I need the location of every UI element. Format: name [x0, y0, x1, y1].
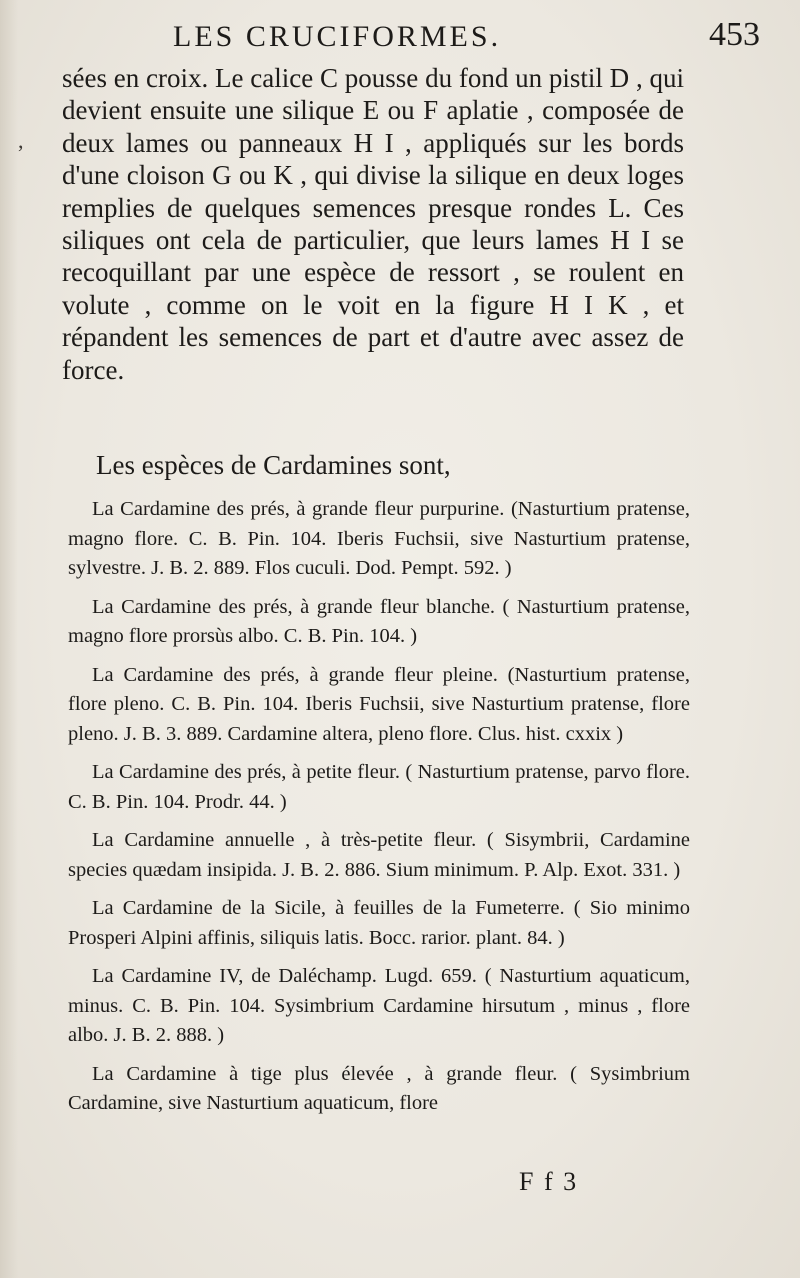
species-entry: La Cardamine des prés, à petite fleur. ( Nasturtium pratense, parvo flore. C. B. Pin. 104. Prodr. 44. ) — [68, 761, 690, 813]
species-entry: La Cardamine des prés, à grande fleur pleine. (Nasturtium pratense, flore pleno. C. B. Pin. 104. Iberis Fuchsii, sive Nasturtium pratense, flore pleno. J. B. 3. 889. Cardamine altera, pleno flore. Clus. hist. cxxix ) — [68, 663, 690, 745]
species-entry: La Cardamine des prés, à grande fleur blanche. ( Nasturtium pratense, magno flore prorsùs albo. C. B. Pin. 104. ) — [68, 595, 690, 647]
species-list — [68, 495, 690, 1128]
intro-paragraph-block — [62, 62, 684, 386]
section-heading: Les espèces de Cardamines sont, — [96, 450, 451, 480]
margin-mark: , — [18, 128, 24, 153]
species-entry: La Cardamine à tige plus élevée , à grande fleur. ( Sysimbrium Cardamine, sive Nasturtium aquaticum, flore — [68, 1062, 690, 1114]
intro-paragraph: sées en croix. Le calice C pousse du fond un pistil D , qui devient ensuite une silique E ou F aplatie , composée de deux lames ou panneaux H I , appliqués sur les bords d'une cloison G ou K , qui divise la silique en deux loges remplies de quelques semences presque rondes L. Ces siliques ont cela de particulier, que leurs lames H I se recoquillant par une espèce de ressort , se roulent en volute , comme on le voit en la figure H I K , et répandent les semences de part et d'autre avec assez de force. — [62, 63, 684, 385]
species-entry: La Cardamine annuelle , à très-petite fleur. ( Sisymbrii, Cardamine species quædam insipida. J. B. 2. 886. Sium minimum. P. Alp. Exot. 331. ) — [68, 829, 690, 881]
page-number: 453 — [709, 16, 760, 53]
running-head: LES CRUCIFORMES. — [173, 20, 502, 53]
signature-mark: F f 3 — [519, 1167, 579, 1196]
page-header — [60, 14, 760, 64]
species-entry: La Cardamine de la Sicile, à feuilles de la Fumeterre. ( Sio minimo Prosperi Alpini affinis, siliquis latis. Bocc. rarior. plant. 84. ) — [68, 897, 690, 949]
species-entry: La Cardamine IV, de Daléchamp. Lugd. 659. ( Nasturtium aquaticum, minus. C. B. Pin. 104. Sysimbrium Cardamine hirsutum , minus , flore albo. J. B. 2. 888. ) — [68, 965, 690, 1046]
page-gutter-shadow — [0, 0, 18, 1278]
species-entry: La Cardamine des prés, à grande fleur purpurine. (Nasturtium pratense, magno flore. C. B. Pin. 104. Iberis Fuchsii, sive Nasturtium pratense, sylvestre. J. B. 2. 889. Flos cuculi. Dod. Pempt. 592. ) — [68, 498, 690, 579]
